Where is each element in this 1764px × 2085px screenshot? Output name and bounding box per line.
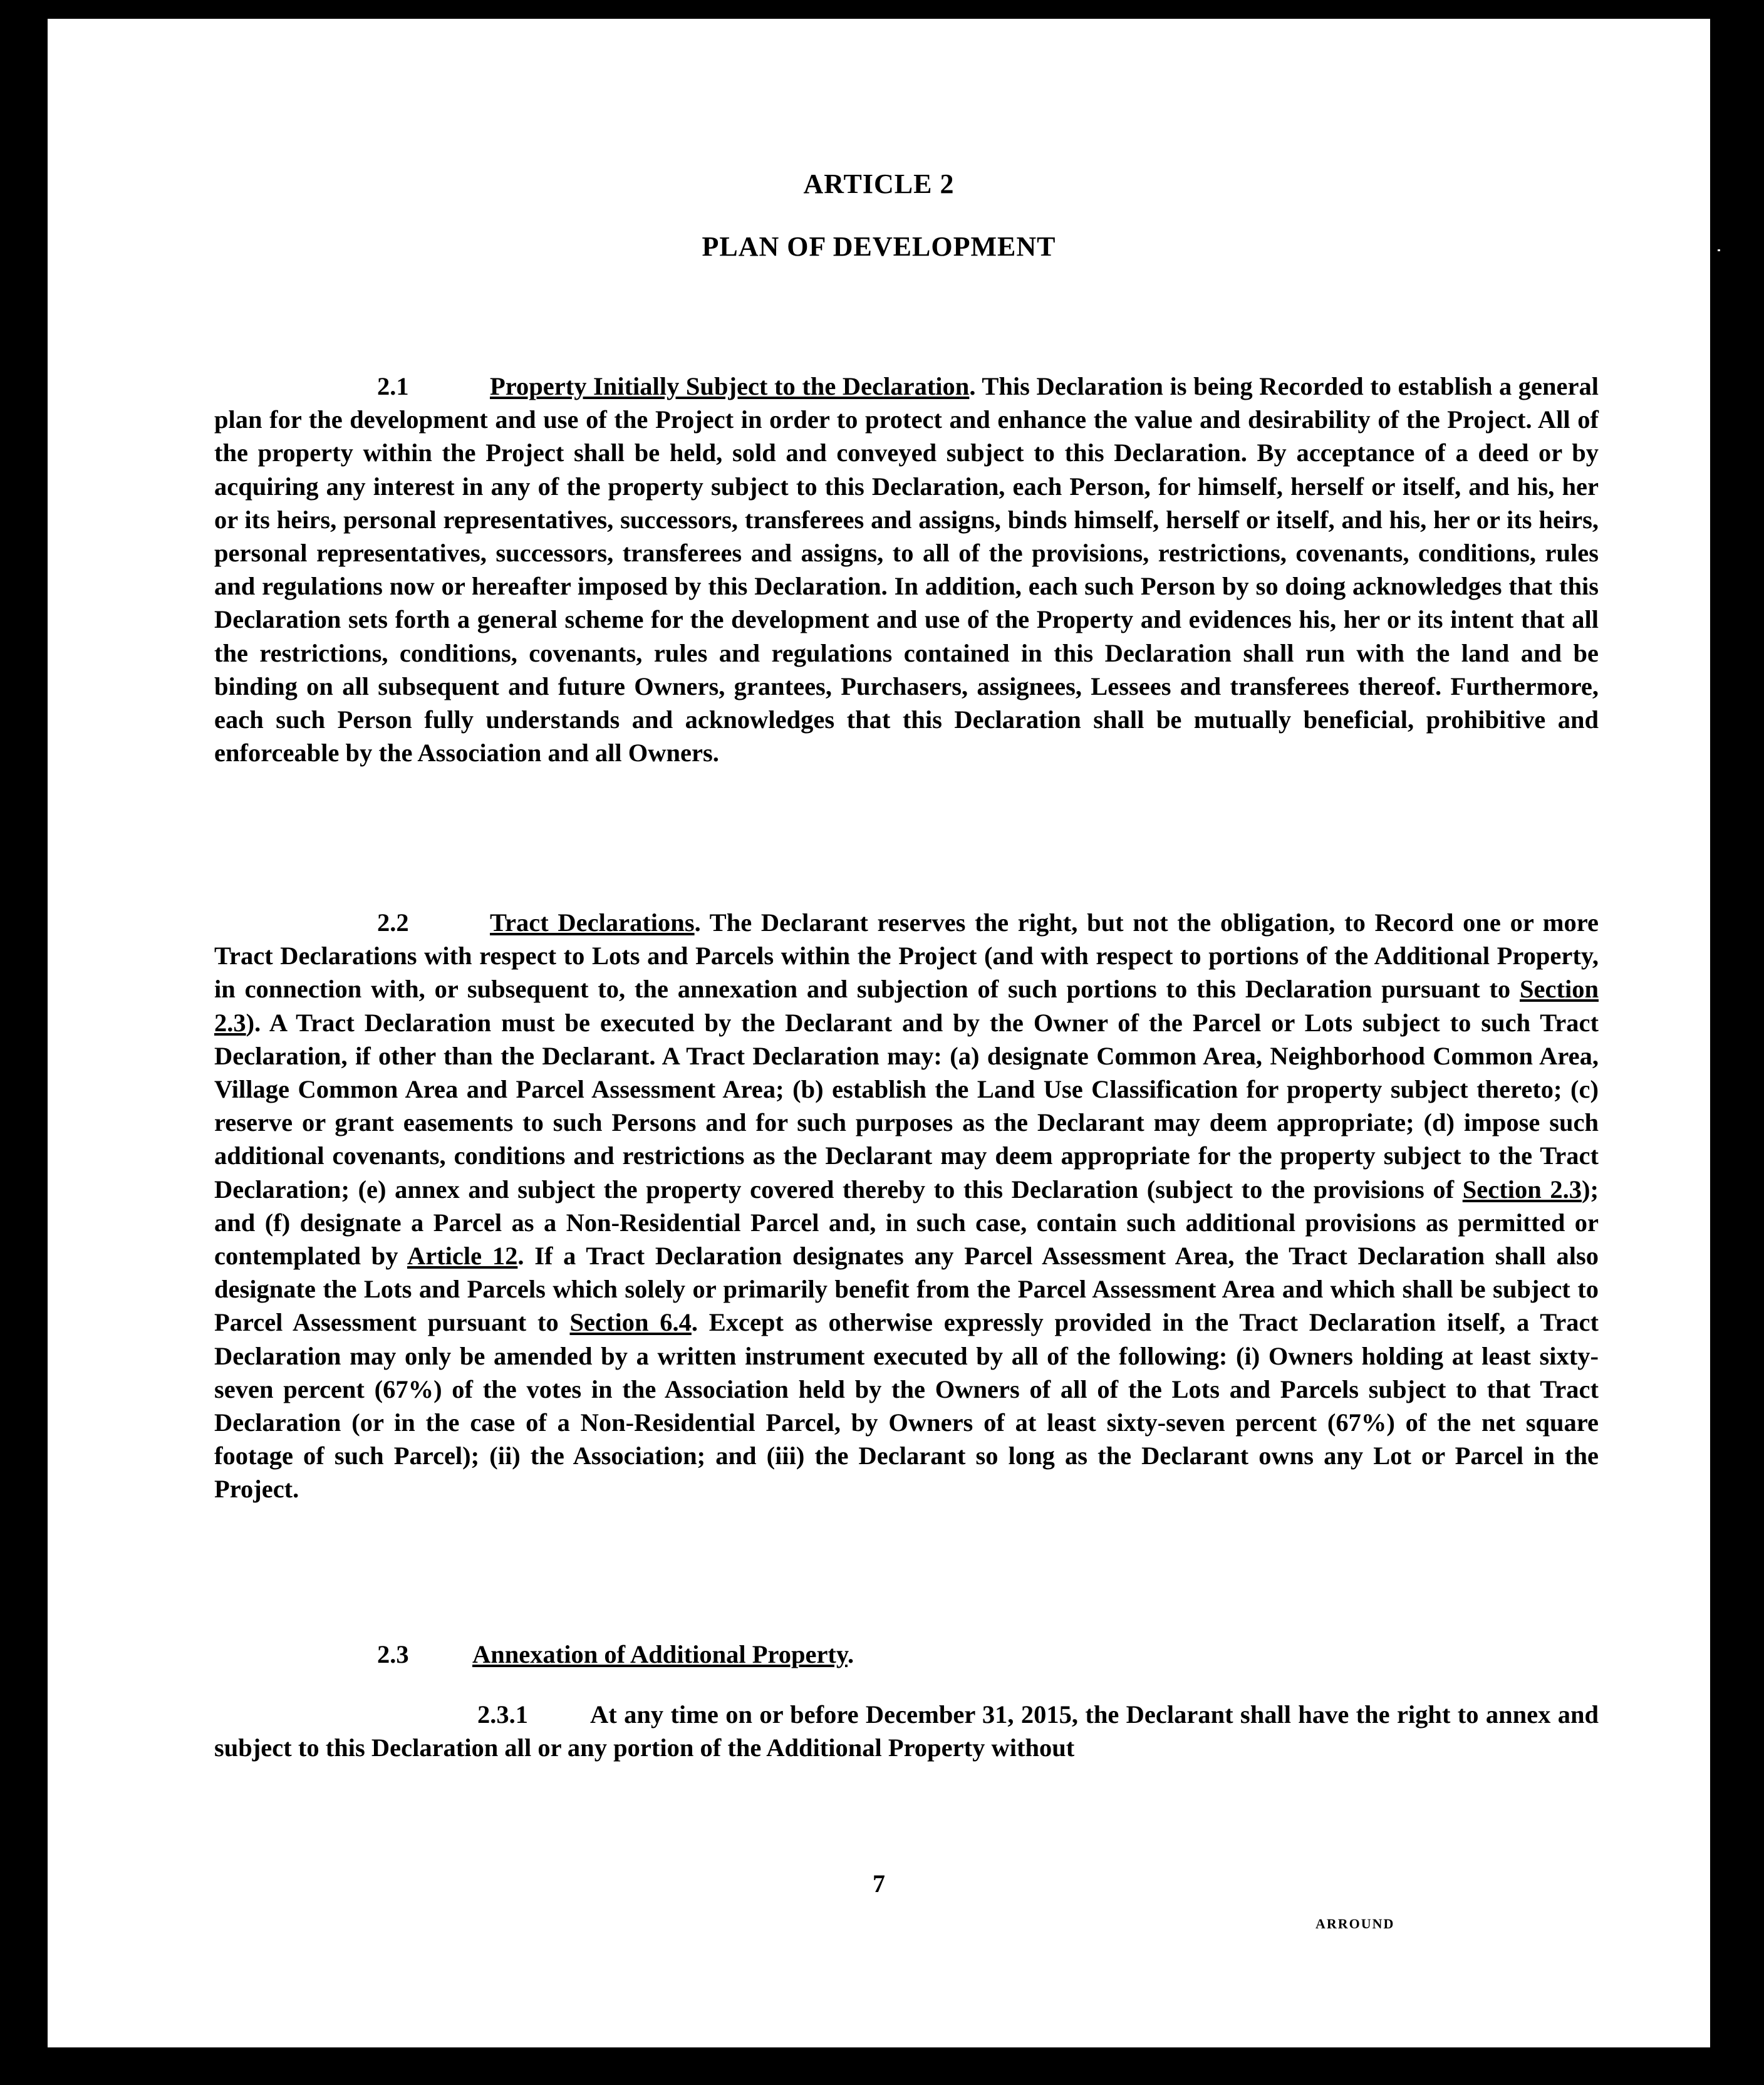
section-2-3-title-end: . — [847, 1640, 854, 1668]
section-2-1-number: 2.1 — [377, 372, 409, 400]
section-2-2-number: 2.2 — [377, 908, 409, 937]
section-2-3-number: 2.3 — [377, 1640, 409, 1668]
section-2-1-title: Property Initially Subject to the Declaration — [490, 372, 970, 400]
section-2-3-reference: Section 2.3 — [214, 975, 1599, 1037]
section-2-3-1-number: 2.3.1 — [477, 1700, 528, 1729]
section-6-4-reference: Section 6.4 — [569, 1308, 692, 1337]
article-title: PLAN OF DEVELOPMENT — [702, 231, 1056, 262]
scan-speck — [1718, 249, 1720, 251]
article-12-reference: Article 12 — [407, 1242, 518, 1271]
section-2-3-title: Annexation of Additional Property — [472, 1640, 848, 1668]
scan-speck — [678, 25, 680, 27]
section-2-3-heading — [377, 1638, 854, 1671]
section-2-1-body: . This Declaration is being Recorded to establish a general plan for the development and use of the Project in order to protect and enhance the value and desirability of the Project. All of the property within the Project shall be held, sold and conveyed subject to this Declaration. By acceptance of a deed or by acquiring any interest in any of the property subject to this Declaration, each Person, for himself, herself or itself, and his, her or its heirs, personal representatives, successors, transferees and assigns, binds himself, herself or itself, and his, her or its heirs, personal representatives, successors, transferees and assigns, to all of the provisions, restrictions, covenants, conditions, rules and regulations now or hereafter imposed by this Declaration. In addition, each such Person by so doing acknowledges that this Declaration sets forth a general scheme for the development and use of the Property and evidences his, her or its intent that all the restrictions, conditions, covenants, rules and regulations contained in this Declaration shall run with the land and be binding on all subsequent and future Owners, grantees, Purchasers, assignees, Lessees and transferees thereof. Furthermore, each such Person fully understands and acknowledges that this Declaration shall be mutually beneficial, prohibitive and enforceable by the Association and all Owners. — [214, 372, 1599, 767]
section-2-2-body-4: . If a Tract Declaration designates any Parcel Assessment Area, the Tract Declaration shall also designate the Lots and Parcels which solely or primarily benefit from the Parcel Assessment Area and which shall be subject to Parcel Assessment pursuant to — [214, 1242, 1599, 1337]
section-2-2-body-1: . The Declarant reserves the right, but not the obligation, to Record one or more Tract Declarations with respect to Lots and Parcels within the Project (and with respect to portions of the Additional Property, in connection with, or subsequent to, the annexation and subjection of such portions to this Declaration pursuant to — [214, 908, 1599, 1004]
section-2-1-paragraph — [214, 370, 1599, 769]
document-page — [48, 19, 1710, 2047]
section-2-2-title: Tract Declarations — [490, 908, 695, 937]
section-2-2-body-3: ); and (f) designate a Parcel as a Non-Residential Parcel and, in such case, contain such additional provisions as permitted or contemplated by — [214, 1175, 1599, 1271]
document-code: ARROUND — [1315, 1916, 1395, 1932]
page-number: 7 — [873, 1869, 885, 1898]
section-2-2-body-2: ). A Tract Declaration must be executed by the Declarant and by the Owner of the Parcel or Lots subject to such Tract Declaration, if other than the Declarant. A Tract Declaration may: (a) designate Common Area, Neighborhood Common Area, Village Common Area and Parcel Assessment Area; (b) establish the Land Use Classification for property subject thereto; (c) reserve or grant easements to such Persons and for such purposes as the Declarant may deem appropriate; (d) impose such additional covenants, conditions and restrictions as the Declarant may deem appropriate for the property subject to the Tract Declaration; (e) annex and subject the property covered thereby to this Declaration (subject to the provisions of — [214, 1008, 1599, 1204]
section-2-3-1-paragraph — [214, 1698, 1599, 1764]
section-2-3-reference-2: Section 2.3 — [1462, 1175, 1582, 1204]
section-2-3-1-body: At any time on or before December 31, 2015, the Declarant shall have the right to annex and subject to this Declaration all or any portion of the Additional Property without — [214, 1700, 1599, 1762]
article-heading: ARTICLE 2 — [803, 169, 955, 199]
section-2-2-paragraph — [214, 906, 1599, 1506]
section-2-2-body-5: . Except as otherwise expressly provided in the Tract Declaration itself, a Tract Declaration may only be amended by a written instrument executed by all of the following: (i) Owners holding at least sixty-seven percent (67%) of the votes in the Association held by the Owners of all of the Lots and Parcels subject to that Tract Declaration (or in the case of a Non-Residential Parcel, by Owners of at least sixty-seven percent (67%) of the net square footage of such Parcel); (ii) the Association; and (iii) the Declarant so long as the Declarant owns any Lot or Parcel in the Project. — [214, 1308, 1599, 1504]
